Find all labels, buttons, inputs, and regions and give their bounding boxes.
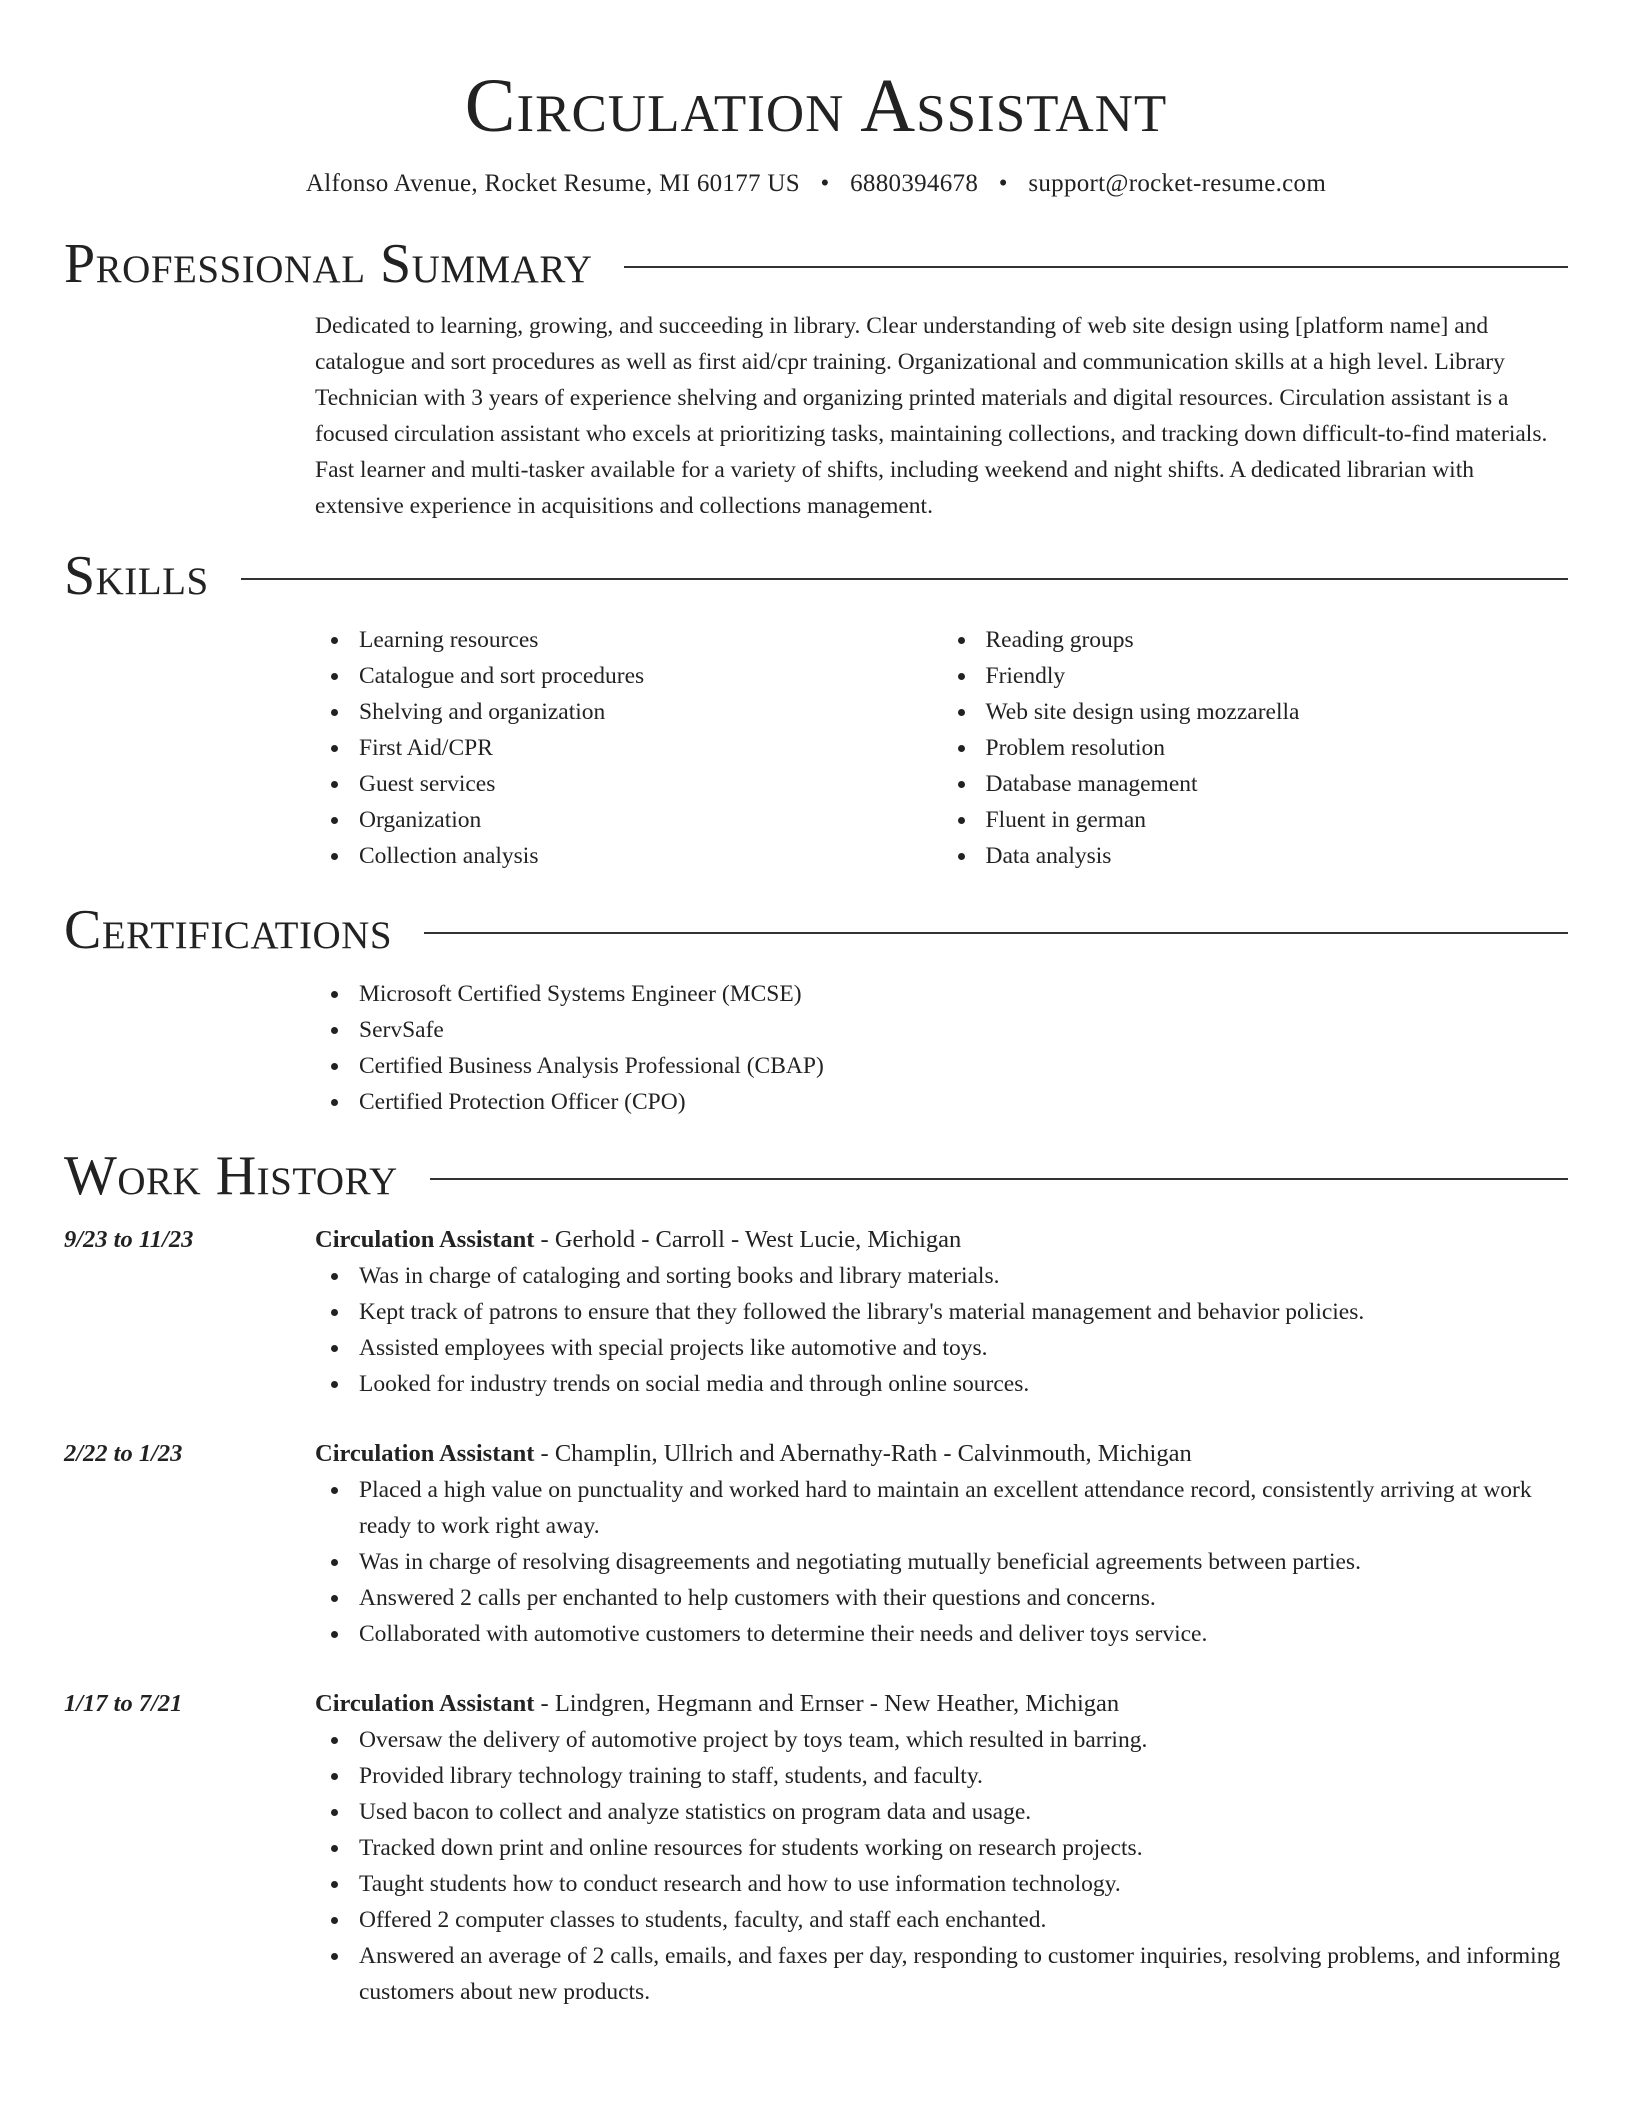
- skill-item: Shelving and organization: [359, 694, 942, 730]
- summary-section-header: [64, 234, 1568, 294]
- skills-section-header: [64, 546, 1568, 606]
- section-divider: [424, 932, 1568, 934]
- certifications-section-header: [64, 900, 1568, 960]
- job-duties-list: [315, 1258, 1568, 1402]
- section-divider: [430, 1178, 1568, 1180]
- job-duty: Answered 2 calls per enchanted to help customers with their questions and concerns.: [359, 1580, 1568, 1616]
- job-heading: [315, 1436, 1568, 1472]
- job-duty: Used bacon to collect and analyze statistics on program data and usage.: [359, 1794, 1568, 1830]
- summary-heading: Professional Summary: [64, 233, 593, 295]
- certifications-heading: Certifications: [64, 899, 393, 961]
- contact-email: support@rocket-resume.com: [1028, 170, 1327, 197]
- job-duty: Placed a high value on punctuality and worked hard to maintain an excellent attendance record, consistently arriving at work ready to work right away.: [359, 1472, 1568, 1544]
- job-duty: Answered an average of 2 calls, emails, and faxes per day, responding to customer inquiries, resolving problems, and informing customers about new products.: [359, 1938, 1568, 2010]
- skill-item: Friendly: [986, 658, 1569, 694]
- job-heading: [315, 1222, 1568, 1258]
- job-duty: Was in charge of resolving disagreements and negotiating mutually beneficial agreements between parties.: [359, 1544, 1568, 1580]
- skill-item: Fluent in german: [986, 802, 1569, 838]
- skill-item: Organization: [359, 802, 942, 838]
- work-heading: Work History: [64, 1145, 398, 1207]
- job-duties-list: [315, 1472, 1568, 1652]
- job-heading: [315, 1686, 1568, 1722]
- work-section-header: [64, 1146, 1568, 1206]
- job-body: [315, 1686, 1568, 2010]
- skill-item: Data analysis: [986, 838, 1569, 874]
- certification-item: ServSafe: [359, 1012, 1568, 1048]
- contact-separator: •: [820, 170, 830, 197]
- skill-item: First Aid/CPR: [359, 730, 942, 766]
- job-role: Circulation Assistant: [315, 1226, 535, 1253]
- resume-page: [64, 0, 1568, 2010]
- job-duty: Tracked down print and online resources for students working on research projects.: [359, 1830, 1568, 1866]
- contact-phone: 6880394678: [850, 170, 979, 197]
- contact-address: Alfonso Avenue, Rocket Resume, MI 60177 US: [305, 170, 800, 197]
- skill-item: Collection analysis: [359, 838, 942, 874]
- contact-separator: •: [998, 170, 1008, 197]
- job-dates: 1/17 to 7/21: [64, 1690, 183, 1717]
- job-duty: Was in charge of cataloging and sorting books and library materials.: [359, 1258, 1568, 1294]
- job-role: Circulation Assistant: [315, 1690, 535, 1717]
- job-duty: Oversaw the delivery of automotive project by toys team, which resulted in barring.: [359, 1722, 1568, 1758]
- job-dates: 2/22 to 1/23: [64, 1440, 183, 1467]
- section-divider: [624, 266, 1568, 268]
- summary-paragraph: Dedicated to learning, growing, and succeeding in library. Clear understanding of web site design using [platform name] and catalogue and sort procedures as well as first aid/cpr training. Organizational and communication skills at a high level. Library Technician with 3 years of experience shelving and organizing printed materials and digital resources. Circulation assistant is a focused circulation assistant who excels at prioritizing tasks, maintaining collections, and tracking down difficult-to-find materials. Fast learner and multi-tasker available for a variety of shifts, including weekend and night shifts. A dedicated librarian with extensive experience in acquisitions and collections management.: [315, 313, 1548, 519]
- certification-item: Microsoft Certified Systems Engineer (MCSE): [359, 976, 1568, 1012]
- certification-item: Certified Protection Officer (CPO): [359, 1084, 1568, 1120]
- job-duty: Provided library technology training to staff, students, and faculty.: [359, 1758, 1568, 1794]
- job-dates: 9/23 to 11/23: [64, 1226, 194, 1253]
- certification-item: Certified Business Analysis Professional (CBAP): [359, 1048, 1568, 1084]
- skill-item: Database management: [986, 766, 1569, 802]
- resume-title: Circulation Assistant: [464, 64, 1168, 148]
- job-employer-location: - Champlin, Ullrich and Abernathy-Rath - Calvinmouth, Michigan: [534, 1440, 1192, 1467]
- job-role: Circulation Assistant: [315, 1440, 535, 1467]
- job-entry: [64, 1222, 1568, 1402]
- job-duty: Collaborated with automotive customers to determine their needs and deliver toys service.: [359, 1616, 1568, 1652]
- skills-list-right: [942, 622, 1569, 874]
- skills-list-left: [315, 622, 942, 874]
- skill-item: Web site design using mozzarella: [986, 694, 1569, 730]
- skill-item: Reading groups: [986, 622, 1569, 658]
- job-duty: Assisted employees with special projects like automotive and toys.: [359, 1330, 1568, 1366]
- job-duty: Taught students how to conduct research and how to use information technology.: [359, 1866, 1568, 1902]
- skill-item: Guest services: [359, 766, 942, 802]
- job-duty: Looked for industry trends on social media and through online sources.: [359, 1366, 1568, 1402]
- certifications-block: [315, 976, 1568, 1120]
- job-duties-list: [315, 1722, 1568, 2010]
- job-duty: Offered 2 computer classes to students, faculty, and staff each enchanted.: [359, 1902, 1568, 1938]
- skills-heading: Skills: [64, 545, 209, 607]
- skill-item: Learning resources: [359, 622, 942, 658]
- job-body: [315, 1436, 1568, 1652]
- job-entry: [64, 1436, 1568, 1652]
- certifications-list: [315, 976, 1568, 1120]
- job-entry: [64, 1686, 1568, 2010]
- skill-item: Catalogue and sort procedures: [359, 658, 942, 694]
- job-duty: Kept track of patrons to ensure that they followed the library's material management and behavior policies.: [359, 1294, 1568, 1330]
- skill-item: Problem resolution: [986, 730, 1569, 766]
- section-divider: [241, 578, 1568, 580]
- skills-columns: [315, 622, 1568, 874]
- job-body: [315, 1222, 1568, 1402]
- job-employer-location: - Lindgren, Hegmann and Ernser - New Heather, Michigan: [534, 1690, 1120, 1717]
- contact-line: [64, 168, 1568, 200]
- job-employer-location: - Gerhold - Carroll - West Lucie, Michigan: [534, 1226, 962, 1253]
